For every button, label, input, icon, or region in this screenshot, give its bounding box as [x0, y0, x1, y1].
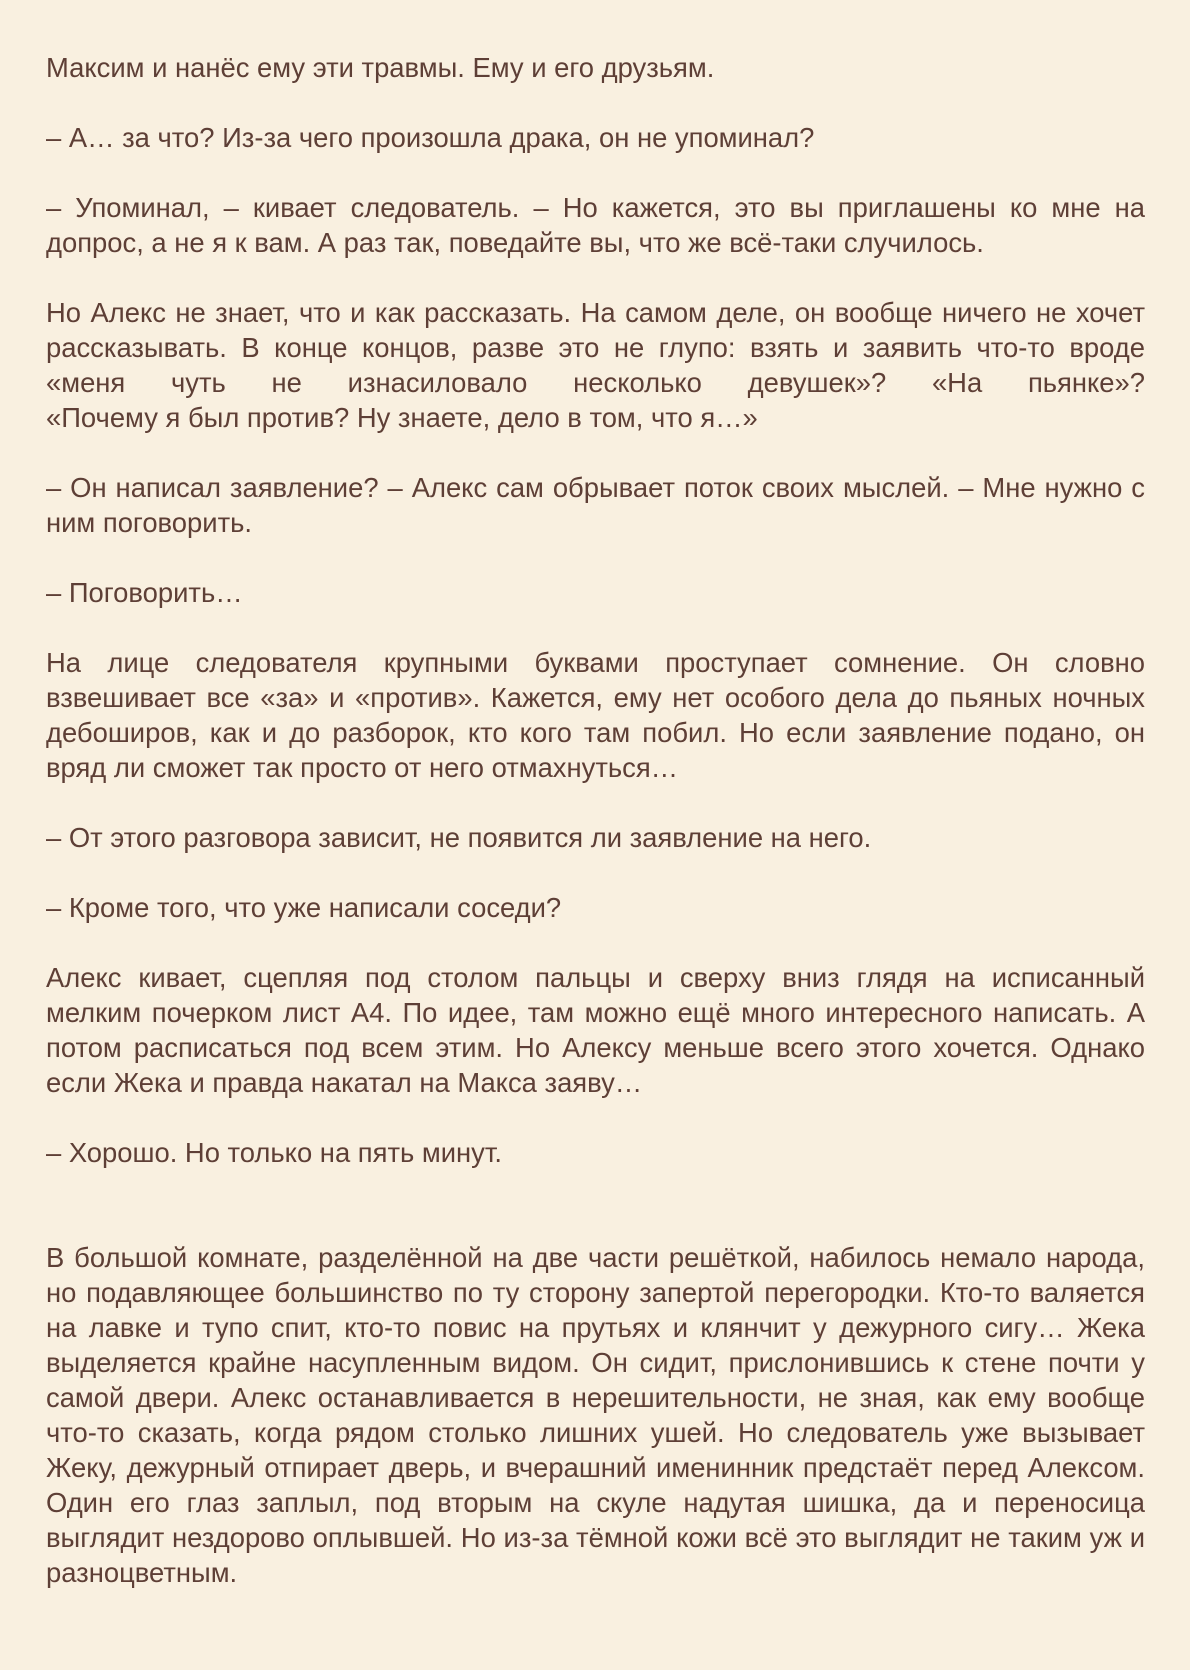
paragraph-10: Алекс кивает, сцепляя под столом пальцы и сверху вниз глядя на исписанный мелким почерком лист А4. По идее, там можно ещё много интересного написать. А потом расписаться под всем этим. Но Алексу меньше всего этого хочется. Однако если Жека и правда накатал на Макса заяву…: [46, 962, 1145, 1098]
paragraph-6: – Поговорить…: [46, 577, 243, 608]
paragraph-4-main: Но Алекс не знает, что и как рассказать. На самом деле, он вообще ничего не хочет рассказывать. В конце концов, разве это не глупо: взять и заявить что-то вроде «меня чуть не изнасиловало несколько девушек»? «На пьянке»?: [46, 297, 1145, 398]
document-page: [46, 50, 1145, 1625]
paragraph-12: В большой комнате, разделённой на две части решёткой, набилось немало народа, но подавляющее большинство по ту сторону запертой перегородки. Кто-то валяется на лавке и тупо спит, кто-то повис на прутьях и клянчит у дежурного сигу… Жека выделяется крайне насупленным видом. Он сидит, прислонившись к стене почти у самой двери. Алекс останавливается в нерешительности, не зная, как ему вообще что-то сказать, когда рядом столько лишних ушей. Но следователь уже вызывает Жеку, дежурный отпирает дверь, и вчерашний именинник предстаёт перед Алексом. Один его глаз заплыл, под вторым на скуле надутая шишка, да и переносица выглядит нездорово оплывшей. Но из-за тёмной кожи всё это выглядит не таким уж и разноцветным.: [46, 1242, 1145, 1588]
paragraph-9: – Кроме того, что уже написали соседи?: [46, 892, 562, 923]
paragraph-11: – Хорошо. Но только на пять минут.: [46, 1137, 502, 1168]
paragraph-3: – Упоминал, – кивает следователь. – Но кажется, это вы приглашены ко мне на допрос, а не я к вам. А раз так, поведайте вы, что же всё-таки случилось.: [46, 192, 1145, 258]
paragraph-1: Максим и нанёс ему эти травмы. Ему и его друзьям.: [46, 52, 715, 83]
paragraph-5: – Он написал заявление? – Алекс сам обрывает поток своих мыслей. – Мне нужно с ним поговорить.: [46, 472, 1145, 538]
paragraph-7: На лице следователя крупными буквами проступает сомнение. Он словно взвешивает все «за» и «против». Кажется, ему нет особого дела до пьяных ночных дебоширов, как и до разборок, кто кого там побил. Но если заявление подано, он вряд ли сможет так просто от него отмахнуться…: [46, 647, 1145, 783]
section-break: [46, 1205, 1145, 1240]
paragraph-4: [46, 295, 1145, 435]
paragraph-4-quote: «Почему я был против? Ну знаете, дело в том, что я…»: [46, 402, 758, 433]
paragraph-2: – А… за что? Из-за чего произошла драка, он не упоминал?: [46, 122, 815, 153]
paragraph-8: – От этого разговора зависит, не появится ли заявление на него.: [46, 822, 872, 853]
